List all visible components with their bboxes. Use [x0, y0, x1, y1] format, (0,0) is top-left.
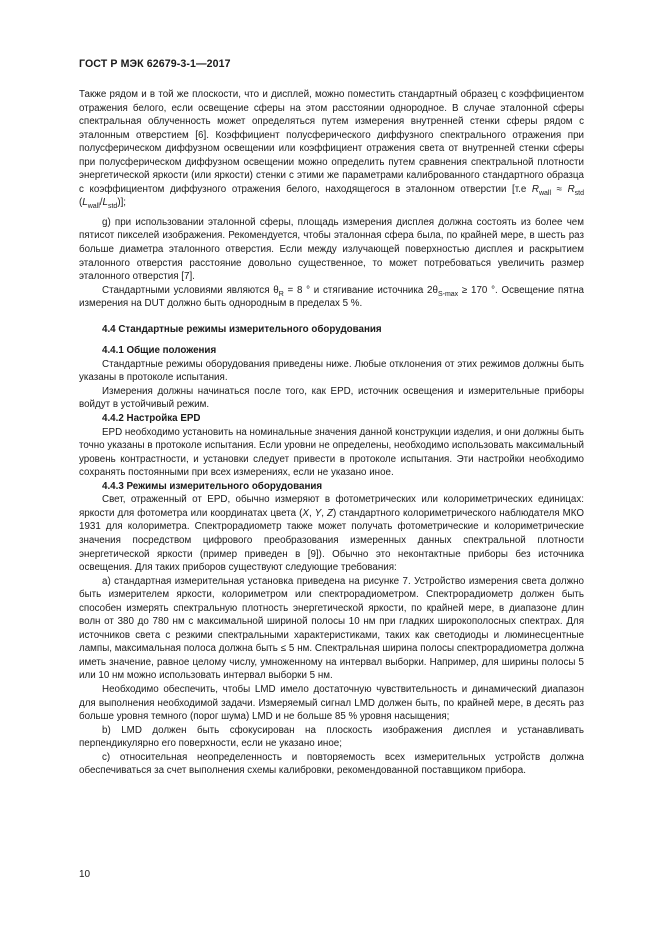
formula-subscript: std: [574, 189, 584, 197]
section-heading-4-4-2: 4.4.2 Настройка EPD: [102, 413, 201, 425]
formula-end: )];: [117, 197, 127, 209]
formula-operator: (: [79, 197, 83, 209]
paragraph-epd-setup: EPD необходимо установить на номинальные значения данной конструкции изделия, и они должны быть точно указаны в протоколе испытания. Если уровни не определены, необходимо использовать максимальный уровень контрастности, и установки следует привести в протоколе испытания. Эти настройки необходимо сохранять постоянными при всех измерениях, если не указано иное.: [79, 426, 584, 479]
paragraph-text: ,: [321, 507, 328, 519]
formula-symbol: Y: [314, 507, 322, 519]
formula-subscript: std: [107, 203, 118, 211]
formula-symbol: X: [302, 507, 309, 519]
paragraph-general-b: Измерения должны начинаться после того, как EPD, источник освещения и измерительные приборы войдут в устойчивый режим.: [79, 385, 584, 411]
paragraph-reference-sphere: [79, 88, 584, 210]
list-item-g: g) при использовании эталонной сферы, площадь измерения дисплея должна состоять из более чем пятисот пикселей изображения. Рекомендуется, чтобы эталонная сфера была, по крайней мере, в шесть раз больше диаметра эталонного отверстия. Если между излучающей поверхностью дисплея и раскрытием эталонного отверстия расстояние довольно существенное, то может потребоваться увеличить размер эталонного отверстия [7].: [79, 216, 584, 283]
document-body: [79, 88, 584, 778]
page-number: 10: [79, 869, 91, 880]
paragraph-text: ,: [308, 507, 315, 519]
paragraph-measurement-modes: [79, 493, 584, 574]
formula-symbol: R: [567, 183, 575, 195]
section-heading-4-4-3: 4.4.3 Режимы измерительного оборудования: [102, 480, 323, 492]
paragraph-text: Стандартными условиями являются θ: [102, 284, 279, 296]
paragraph-standard-conditions: [79, 284, 584, 311]
formula-symbol: L: [102, 197, 108, 209]
paragraph-text: = 8 ° и стягивание источника 2θ: [283, 284, 438, 296]
paragraph-general-a: Стандартные режимы оборудования приведены ниже. Любые отклонения от этих режимов должны быть указаны в протоколе испытания.: [79, 358, 584, 384]
paragraph-text: ) стандартного колориметрического наблюдателя МКО 1931 для колориметра. Спектрорадиометр также может получать фотометрические и колориметрические значения посредством цифрового преобразования измеренных данных спектральной плотности энергетической яркости (пример приведен в [9]). Обычно это неконтактные приборы без источника освещения. Для таких приборов существуют следующие требования:: [79, 507, 585, 574]
paragraph-text: ≥ 170 °. Освещение пятна измерения на DUT должно быть однородным в пределах 5 %.: [79, 284, 584, 310]
formula-subscript: wall: [538, 189, 552, 197]
paragraph-lmd: Необходимо обеспечить, чтобы LMD имело достаточную чувствительность и динамический диапазон для выполнения необходимой задачи. Измеряемый сигнал LMD должен быть, по крайней мере, в десять раз больше уровня темного (порог шума) LMD и не больше 85 % уровня насыщения;: [79, 683, 584, 723]
formula-symbol: Z: [327, 507, 334, 519]
section-heading-4-4-1: 4.4.1 Общие положения: [102, 345, 217, 357]
formula-operator: /: [99, 197, 103, 209]
paragraph-text: Свет, отраженный от EPD, обычно измеряют в фотометрических или колориметрических единицах: яркости для фотометра или координатах цвета (: [79, 494, 584, 519]
paragraph-text: Также рядом и в той же плоскости, что и дисплей, можно поместить стандартный образец с коэффициентом отражения белого, если освещение сферы на этом расстоянии однородное. В случае эталонной сферы спектральная облученность может определяться путем измерения внутренней стенки сферы рядом с эталонным отверстием [6]. Коэффициент полусферического диффузного спектрального отражения при полусферическом диффузном освещении или коэффициент отражения света от внутренней стенки сферы при полусферическом диффузном освещении можно определить путем сравнения спектральной плотности энергетической яркости (или яркости) стенки с этими же параметрами калиброванного стандартного образца с коэффициентом диффузного отражения белого, находящегося в эталонном отверстии [т.е: [79, 89, 584, 195]
formula-symbol: L: [82, 197, 88, 209]
list-item-a: a) стандартная измерительная установка приведена на рисунке 7. Устройство измерения света должно быть измерителем яркости, колориметром или спектрорадиометром. Спектрорадиометр должен быть способен измерять спектральную плотность энергетической яркости, по крайней мере, в диапазоне длин волн от 380 до 780 нм с максимальной шириной полосы 10 нм при гладких широкополосных спектрах. Для источников света с резкими спектральными характеристиками, таких как светодиоды и люминесцентные лампы, максимальная полоса должна быть ≤ 5 нм. Спектральная ширина полосы спектрорадиометра должна иметь значение, равное целому числу, умноженному на интервал выборки. Например, для ширины полосы 5 или 10 нм можно использовать интервал выборки 5 нм.: [79, 575, 584, 682]
list-item-c: c) относительная неопределенность и повторяемость всех измерительных устройств должна обеспечиваться за счет выполнения схемы калибровки, рекомендованной поставщиком прибора.: [79, 751, 584, 777]
formula-operator: ≈: [551, 183, 568, 195]
formula-subscript: wall: [87, 203, 100, 211]
formula-symbol: R: [531, 183, 539, 195]
formula-subscript: R: [278, 290, 284, 298]
document-header: ГОСТ Р МЭК 62679-3-1—2017: [79, 58, 231, 70]
formula-subscript: S-max: [437, 290, 459, 298]
list-item-b: b) LMD должен быть сфокусирован на плоскость изображения дисплея и устанавливать перпендикулярно его поверхности, если не указано иное;: [79, 724, 584, 750]
section-heading-4-4: 4.4 Стандартные режимы измерительного оборудования: [102, 323, 382, 335]
